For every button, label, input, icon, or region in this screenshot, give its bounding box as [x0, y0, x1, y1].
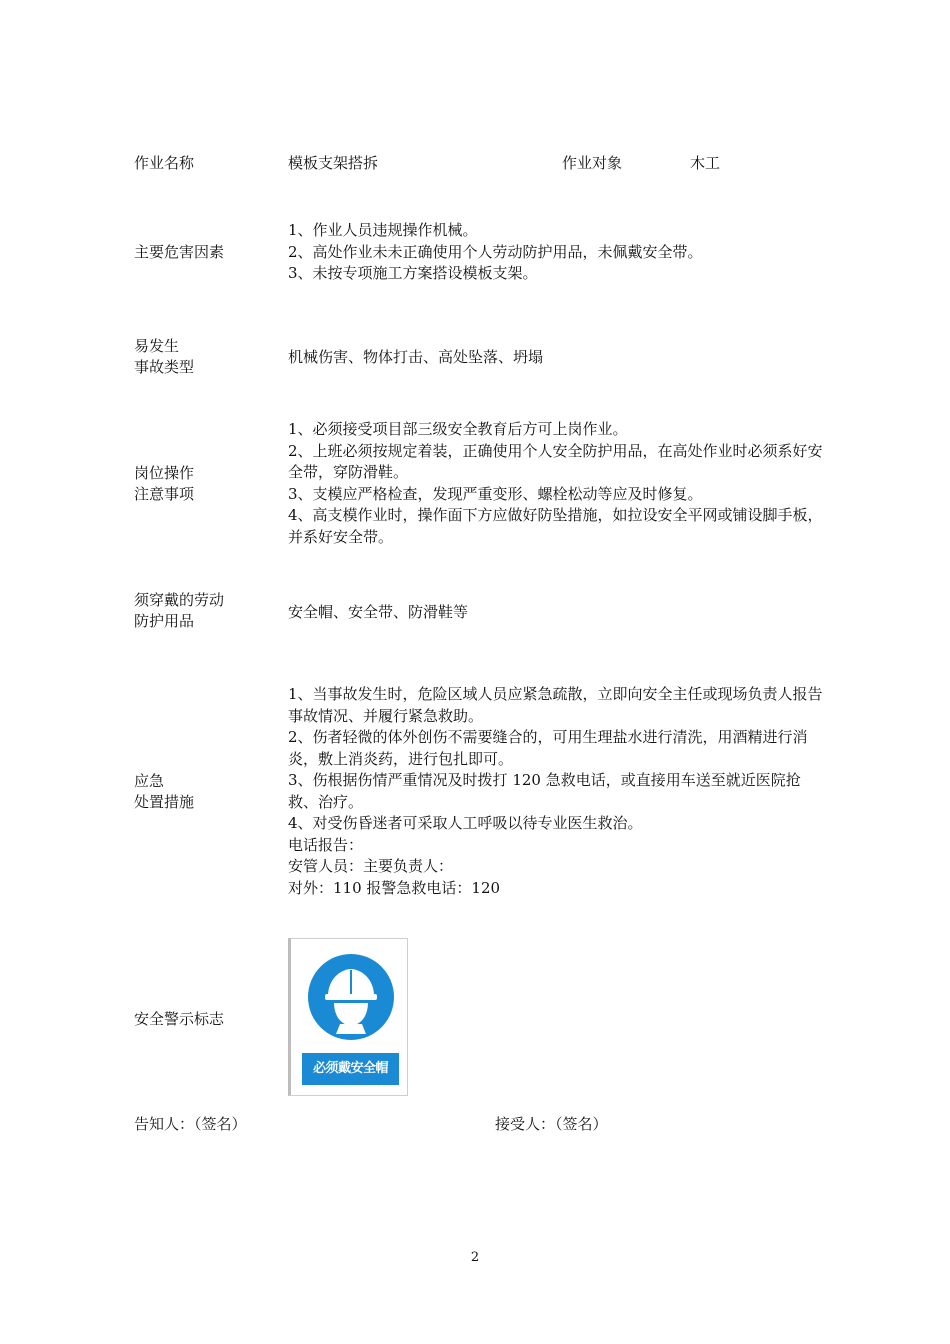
job-target-label: 作业对象 [562, 154, 623, 172]
precaution-item: 3、支模应严格检查，发现严重变形、螺栓松动等应及时修复。 [288, 484, 703, 503]
receiver-signature: 接受人：（签名） [495, 1115, 608, 1133]
job-name-value: 模板支架搭拆 [288, 154, 379, 172]
warning-sign-label: 安全警示标志 [134, 1010, 225, 1028]
ppe-label-line1: 须穿戴的劳动 [134, 591, 225, 609]
emergency-item: 电话报告： [288, 835, 364, 854]
accident-type-label [134, 336, 194, 378]
job-name-label: 作业名称 [134, 154, 195, 172]
page-number: 2 [470, 1250, 480, 1265]
emergency-item: 安管人员：主要负责人： [288, 857, 454, 875]
accident-type-label-line2: 事故类型 [134, 358, 195, 376]
precaution-list [288, 419, 828, 548]
notifier-signature: 告知人：（签名） [134, 1115, 247, 1133]
emergency-item: 4、对受伤昏迷者可采取人工呼吸以待专业医生救治。 [288, 814, 643, 832]
emergency-list [288, 684, 828, 899]
emergency-item: 1、当事故发生时，危险区域人员应紧急疏散，立即向安全主任或现场负责人报告事故情况、并履行紧急救助。 [288, 685, 823, 725]
sign-caption: 必须戴安全帽 [302, 1053, 399, 1085]
hazard-item: 2、高处作业未未正确使用个人劳动防护用品，未佩戴安全带。 [288, 242, 703, 261]
accident-type-value: 机械伤害、物体打击、高处坠落、坍塌 [288, 348, 544, 366]
hazard-item: 3、未按专项施工方案搭设模板支架。 [288, 264, 538, 282]
ppe-label-line2: 防护用品 [134, 612, 195, 630]
hazards-list [288, 220, 828, 285]
emergency-item: 对外：110 报警急救电话：120 [288, 878, 501, 897]
job-target-value: 木工 [690, 154, 721, 172]
precaution-item: 2、上班必须按规定着装，正确使用个人安全防护用品，在高处作业时必须系好安全带，穿防滑鞋。 [288, 441, 823, 481]
ppe-label [134, 590, 224, 632]
ppe-value: 安全帽、安全带、防滑鞋等 [288, 603, 469, 621]
precaution-label [134, 463, 194, 505]
helmet-warning-sign [288, 938, 408, 1096]
emergency-item: 2、伤者轻微的体外创伤不需要缝合的，可用生理盐水进行清洗，用酒精进行消炎，敷上消炎药，进行包扎即可。 [288, 728, 808, 768]
hazard-item: 1、作业人员违规操作机械。 [288, 221, 478, 239]
emergency-label [134, 771, 194, 813]
precaution-label-line2: 注意事项 [134, 485, 195, 503]
hazards-label: 主要危害因素 [134, 243, 225, 261]
emergency-item: 3、伤根据伤情严重情况及时拨打 120 急救电话，或直接用车送至就近医院抢救、治疗。 [288, 771, 801, 811]
precaution-label-line1: 岗位操作 [134, 464, 195, 482]
emergency-label-line2: 处置措施 [134, 793, 195, 811]
precaution-item: 1、必须接受项目部三级安全教育后方可上岗作业。 [288, 420, 628, 438]
accident-type-label-line1: 易发生 [134, 337, 180, 355]
emergency-label-line1: 应急 [134, 772, 165, 790]
hard-hat-icon [308, 954, 394, 1040]
precaution-item: 4、高支模作业时，操作面下方应做好防坠措施，如拉设安全平网或铺设脚手板，并系好安全带。 [288, 506, 823, 546]
